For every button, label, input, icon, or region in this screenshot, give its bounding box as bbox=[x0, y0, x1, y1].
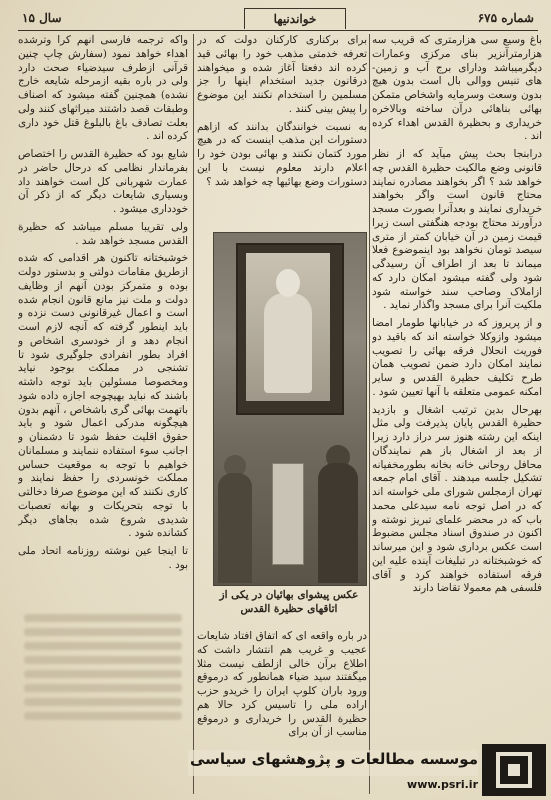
left-column bbox=[18, 34, 188, 594]
paragraph: باغ وسیع سی هزارمتری که قریب سه هزارمترآنزیر بنای مرکزی وعمارات دیگرمیباشد ودارای برج آب و زمین- های تنیس ووالی بال است بدون هیچ بدون وسعت وسرمایه واشخاص متمکن بهائی بناهائی درآن ساخته وبالاخره خریداری و بحظیرة القدس اهداء کرده اند . bbox=[372, 34, 542, 143]
middle-column-top bbox=[197, 34, 367, 210]
blurred-text-block bbox=[18, 608, 188, 768]
paragraph: بهرحال بدین ترتیب اشغال و بازدید حظیرة القدس پایان پذیرفت ولی مثل اینکه این رشته هنوز سر دراز دارد زیرا از بعد از اشغال باز هم نمایندگان محافل روحانی خانه بخانه بطورمخفیانه تشکیل جلسه میدهند . آقای امام جمعه تهران ازمجلس شورای ملی خواسته اند که در اصل توجه نامه سیدعلی محمد باب که در محضر علمای تبریز نوشته و اکنون در صندوق اسناد مجلس مضبوط است عکس برداری شود و این میرساند که خوشبختانه در تبلیغات آینده علیه این فرقه استفاده خواهند کرد و آقای فلسفی هم معمولا تقاضا دارند bbox=[372, 403, 542, 595]
paragraph: ولی تقریبا مسلم میباشد که حظیرة القدس مسجد خواهد شد . bbox=[18, 220, 188, 247]
photograph bbox=[213, 232, 367, 586]
portrait-image bbox=[246, 253, 330, 401]
side-table bbox=[272, 463, 304, 565]
blurred-line bbox=[24, 712, 182, 720]
paragraph: به نسبت خوانندگان بدانند که ازاهم دستورات این مذهب اینست که در هیچ مورد کتمان نکنند و بهائی بودن خود را اعلام دارند معلوم نیست با این دستورات وضع بهائیها چه خواهد شد ؟ bbox=[197, 120, 367, 188]
logo-glyph-icon bbox=[496, 752, 532, 788]
column-divider bbox=[193, 34, 194, 794]
blurred-line bbox=[24, 656, 182, 664]
right-column bbox=[372, 34, 542, 770]
column-divider bbox=[369, 34, 370, 794]
paragraph: برای برکناری کارکنان دولت که در تعرفه خدمتی مذهب خود را بهائی قید کرده اند دفعتا آغاز شده و میخواهند درقانون جدید استخدام اینها را جز مسلمین را استخدام نکنند این موضوع را پیش بینی کنند . bbox=[197, 34, 367, 115]
paragraph: در باره واقعه ای که اتفاق افتاد شایعات عجیب و غریب هم انتشار داشت که اطلاع برآن خالی ازلطف نیست مثلا میگفتند سید ضیاء همانطور که درموقع ورود باران کلوپ ایران را خریدو حزب اراده ملی را تاسیس کرد حالا هم حظیرة القدس را خریداری و درموقع مناسب از آن برای bbox=[197, 630, 367, 739]
watermark-title: موسسه مطالعات و پژوهشهای سیاسی bbox=[188, 750, 478, 776]
photo-caption: عکس پیشوای بهائیان در یکی از اتاقهای حظیرة القدس bbox=[219, 589, 359, 615]
paragraph: واکه ترجمه فارسی آنهم کرا وترشده اهداء خواهد نمود (سفارش چاپ چنین قرآنی ازطرف سیدضیاء صحت دارد ولی در باره بقیه ازمرحله شایعه خارج نشده) همچنین گفته میشود که اصناف وطبقات قصد داشتند میراثهای کنند ولی بعلت تصادف باغ بالبلوغ قتل خود داری کرده اند . bbox=[18, 34, 188, 143]
blurred-line bbox=[24, 670, 182, 678]
paragraph: تا اینجا عین نوشته روزنامه اتحاد ملی بود . bbox=[18, 545, 188, 571]
paragraph: شایع بود که حظیرة القدس را اختصاص بفرماندار نظامی که درحال حاضر در عمارت شهربانی کل است خواهند داد وبسیاری شایعات دیگر که از ذکر آن خودداری میشود . bbox=[18, 148, 188, 215]
person-figure bbox=[218, 473, 252, 583]
blurred-line bbox=[24, 628, 182, 636]
year-label: سال ۱۵ bbox=[22, 11, 62, 25]
publication-title: خواندنیها bbox=[244, 8, 346, 29]
blurred-line bbox=[24, 614, 182, 622]
person-figure bbox=[318, 463, 358, 583]
page-header bbox=[18, 8, 538, 31]
blurred-line bbox=[24, 642, 182, 650]
paragraph: و از پریروز که در خیابانها طومار امضا میشود وازوکلا خواسته اند که باقید دو فوریت انحلال فرقه بهائی را تصویب نمایند امکان دارد ضمن تصویب همان طرح تکلیف حظیرة القدس و سایر امکنه عمومی متعلقه با آنها تعیین شود . bbox=[372, 317, 542, 398]
blurred-line bbox=[24, 698, 182, 706]
blurred-line bbox=[24, 684, 182, 692]
portrait-head bbox=[276, 269, 300, 297]
watermark-url: www.psri.ir bbox=[407, 778, 478, 791]
portrait-frame bbox=[236, 243, 344, 415]
paragraph: خوشبختانه تاکنون هر اقدامی که شده ازطریق مقامات دولتی و بدستور دولت بوده و متمرکز بودن آنهم از وظایف دولت و ملت نیز مانع قانون انجام شده است و اعمال غیرقانونی دست نزده و باید اینطور گرفته که آنچه لازم است انجام دهد و از خودسری اشخاص و افراد بطور انفرادی جلوگیری شود تا تشنجی در مملکت بوجود نیاید ومخصوصا مسئولین باید توجه داشته باشند که نباید بهیچوجه اجازه داده شود باتهمت بهائی گری باشخاص ، آنهم بدون هیچگونه مدرکی اعمال شود و باید حقوق اقلیت حفظ شود تا دشمنان و اجانب سوء استفاده ننمایند و مسلمانان خواهیم با توجه به موقعیت حساس مملکت خونسردی را حفظ نمایند و کاری نکنند که این موضوع صرفا دخالتی با توجه بتحریکات و بهانه تعصبات شدیدی شروع شده بجاهای دیگر کشانده شود . bbox=[18, 252, 188, 540]
issue-number: شماره ۶۷۵ bbox=[477, 11, 534, 25]
portrait-figure bbox=[264, 293, 312, 393]
institute-logo-icon bbox=[482, 744, 546, 796]
paragraph: درابنجا بحث پیش میآید که از نظر قانونی وضع مالکیت حظیرة القدس چه خواهد شد ؟ اگر بخواهند مصادره نمایند محتاج قانون است واگر بخواهند خریداری نمایند و بعدآنرا بصورت مسجد درآورند محتاج بودجه هنگفتی است زیرا قیمت زمین در آن خیابان کمتر از متری سیصد تومان نخواهد بود اینموضوع فعلا میماند تا بعد از اطراف آن رسیدگی شود ولی گفته میشود امکان دارد که ازاملاک وصاحب سند خواسته شود ملکیت آنرا برای مسجد واگذار نماید . bbox=[372, 148, 542, 312]
